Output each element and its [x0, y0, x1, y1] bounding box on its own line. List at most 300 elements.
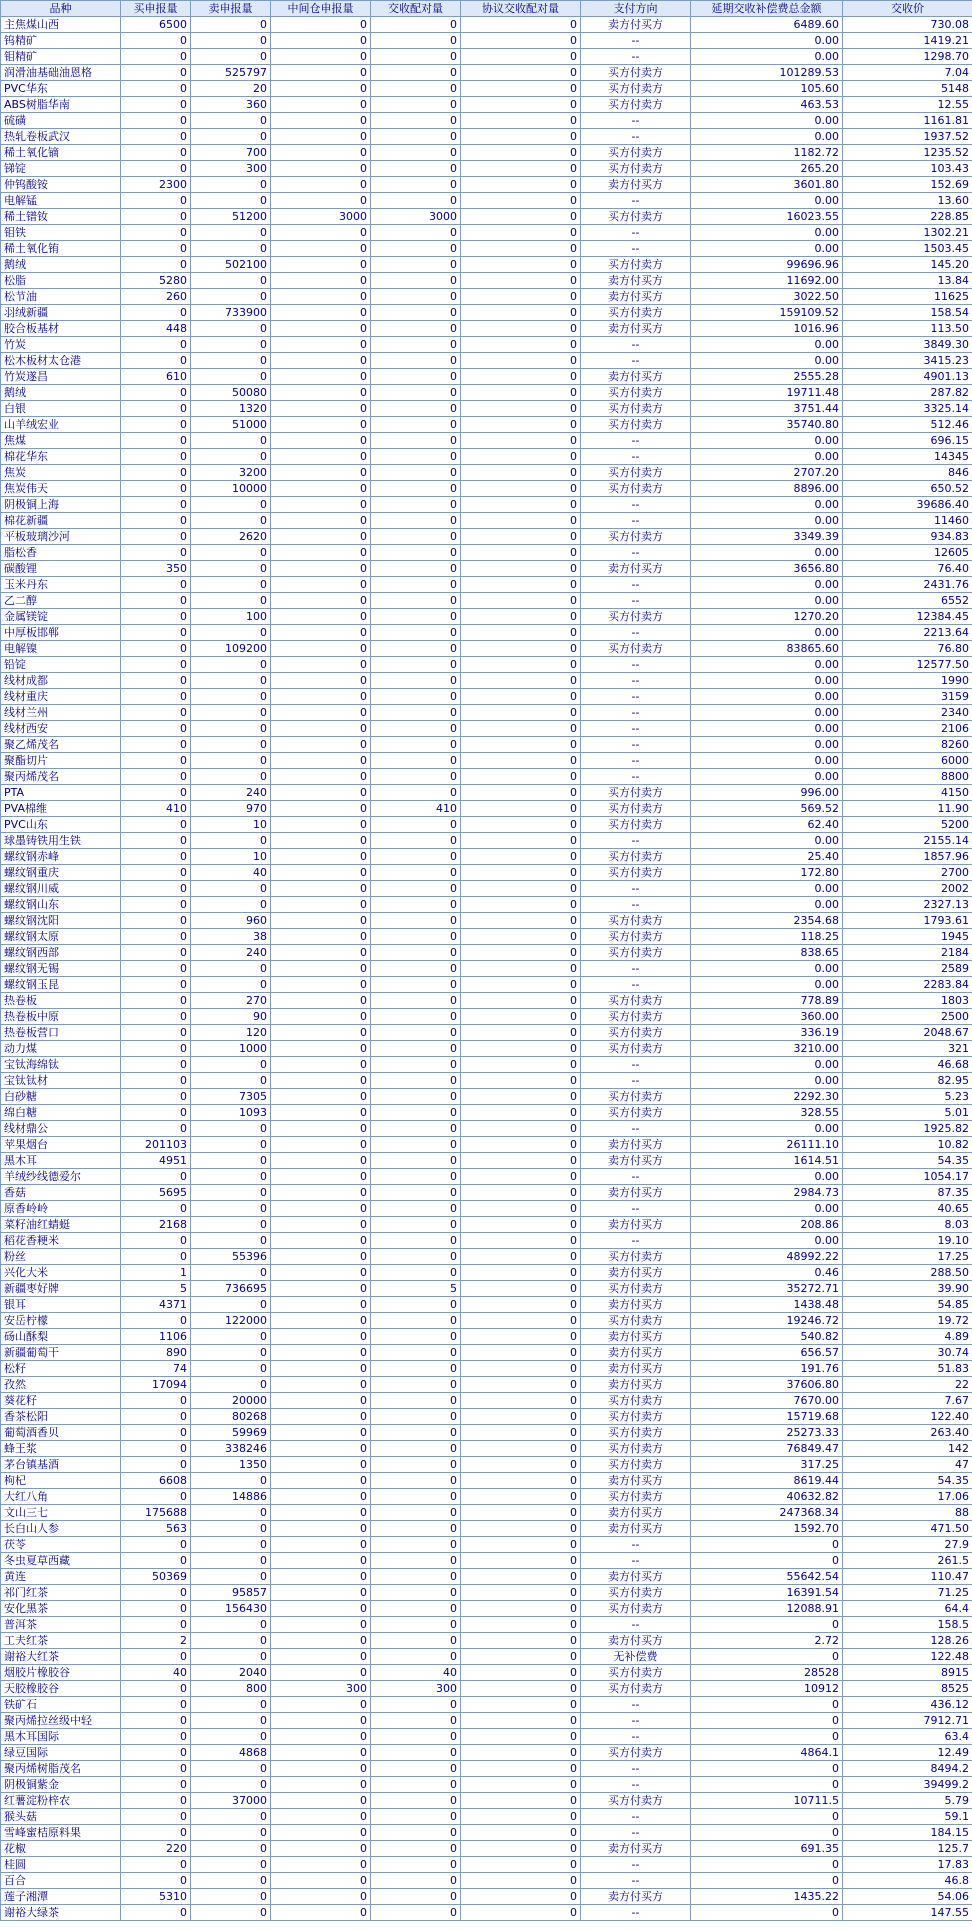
- table-row: [1, 353, 972, 369]
- cell-pay-direction: 买方付卖方: [581, 641, 691, 657]
- cell-intermediate-qty: 0: [271, 1057, 371, 1073]
- cell-product: 稀土氧化镝: [1, 145, 121, 161]
- cell-sell-qty: 1350: [191, 1457, 271, 1473]
- cell-pay-direction: 买方付卖方: [581, 385, 691, 401]
- cell-agreement-qty: 0: [461, 1073, 581, 1089]
- cell-delivery-price: 13.60: [843, 193, 972, 209]
- cell-product: 螺纹钢玉昆: [1, 977, 121, 993]
- cell-matched-qty: 0: [371, 513, 461, 529]
- cell-agreement-qty: 0: [461, 465, 581, 481]
- cell-delivery-price: 158.54: [843, 305, 972, 321]
- cell-pay-direction: 买方付卖方: [581, 817, 691, 833]
- cell-agreement-qty: 0: [461, 833, 581, 849]
- cell-matched-qty: 0: [371, 289, 461, 305]
- cell-product: 松籽: [1, 1361, 121, 1377]
- cell-intermediate-qty: 0: [271, 1169, 371, 1185]
- cell-compensation: 12088.91: [691, 1601, 843, 1617]
- cell-pay-direction: 买方付卖方: [581, 1457, 691, 1473]
- cell-compensation: 0.00: [691, 657, 843, 673]
- cell-pay-direction: 卖方付买方: [581, 1569, 691, 1585]
- cell-delivery-price: 2213.64: [843, 625, 972, 641]
- cell-buy-qty: 2300: [121, 177, 191, 193]
- cell-matched-qty: 0: [371, 1073, 461, 1089]
- cell-delivery-price: 1937.52: [843, 129, 972, 145]
- cell-compensation: 3210.00: [691, 1041, 843, 1057]
- cell-delivery-price: 10.82: [843, 1137, 972, 1153]
- cell-agreement-qty: 0: [461, 305, 581, 321]
- cell-product: 铅锭: [1, 657, 121, 673]
- cell-sell-qty: 100: [191, 609, 271, 625]
- cell-sell-qty: 59969: [191, 1425, 271, 1441]
- cell-intermediate-qty: 0: [271, 1233, 371, 1249]
- cell-agreement-qty: 0: [461, 161, 581, 177]
- cell-product: 香茶松阳: [1, 1409, 121, 1425]
- cell-delivery-price: 54.35: [843, 1473, 972, 1489]
- cell-pay-direction: --: [581, 753, 691, 769]
- cell-pay-direction: --: [581, 769, 691, 785]
- cell-matched-qty: 0: [371, 609, 461, 625]
- cell-compensation: 0: [691, 1537, 843, 1553]
- cell-sell-qty: 0: [191, 897, 271, 913]
- cell-product: ABS树脂华南: [1, 97, 121, 113]
- cell-sell-qty: 0: [191, 657, 271, 673]
- cell-intermediate-qty: 0: [271, 145, 371, 161]
- table-row: [1, 1825, 972, 1841]
- cell-buy-qty: 201103: [121, 1137, 191, 1153]
- cell-buy-qty: 0: [121, 1393, 191, 1409]
- cell-sell-qty: 525797: [191, 65, 271, 81]
- cell-pay-direction: 卖方付买方: [581, 1473, 691, 1489]
- cell-sell-qty: 0: [191, 353, 271, 369]
- cell-intermediate-qty: 0: [271, 705, 371, 721]
- cell-agreement-qty: 0: [461, 1057, 581, 1073]
- cell-sell-qty: 0: [191, 753, 271, 769]
- cell-agreement-qty: 0: [461, 1697, 581, 1713]
- cell-sell-qty: 240: [191, 945, 271, 961]
- cell-pay-direction: --: [581, 1761, 691, 1777]
- cell-product: 聚乙烯茂名: [1, 737, 121, 753]
- cell-intermediate-qty: 0: [271, 1905, 371, 1921]
- cell-sell-qty: 1320: [191, 401, 271, 417]
- table-row: [1, 833, 972, 849]
- table-row: [1, 81, 972, 97]
- cell-buy-qty: 0: [121, 49, 191, 65]
- cell-product: 螺纹钢无锡: [1, 961, 121, 977]
- cell-intermediate-qty: 0: [271, 897, 371, 913]
- cell-compensation: 15719.68: [691, 1409, 843, 1425]
- cell-delivery-price: 103.43: [843, 161, 972, 177]
- cell-intermediate-qty: 0: [271, 1745, 371, 1761]
- cell-matched-qty: 0: [371, 1009, 461, 1025]
- cell-intermediate-qty: 0: [271, 1009, 371, 1025]
- table-row: [1, 993, 972, 1009]
- cell-agreement-qty: 0: [461, 497, 581, 513]
- cell-matched-qty: 0: [371, 721, 461, 737]
- cell-delivery-price: 6552: [843, 593, 972, 609]
- cell-product: 螺纹钢川威: [1, 881, 121, 897]
- cell-compensation: 0.00: [691, 721, 843, 737]
- cell-matched-qty: 0: [371, 305, 461, 321]
- cell-matched-qty: 0: [371, 1489, 461, 1505]
- table-row: [1, 1105, 972, 1121]
- cell-delivery-price: 12384.45: [843, 609, 972, 625]
- cell-product: 螺纹钢西部: [1, 945, 121, 961]
- cell-product: 普洱茶: [1, 1617, 121, 1633]
- cell-delivery-price: 54.85: [843, 1297, 972, 1313]
- cell-compensation: 25.40: [691, 849, 843, 865]
- cell-intermediate-qty: 0: [271, 1585, 371, 1601]
- cell-agreement-qty: 0: [461, 1425, 581, 1441]
- cell-matched-qty: 0: [371, 1505, 461, 1521]
- cell-sell-qty: 0: [191, 1649, 271, 1665]
- cell-intermediate-qty: 0: [271, 1201, 371, 1217]
- table-row: [1, 1681, 972, 1697]
- cell-pay-direction: 卖方付买方: [581, 1377, 691, 1393]
- cell-intermediate-qty: 0: [271, 449, 371, 465]
- cell-pay-direction: 买方付卖方: [581, 1489, 691, 1505]
- cell-pay-direction: 卖方付买方: [581, 1633, 691, 1649]
- cell-compensation: 463.53: [691, 97, 843, 113]
- table-row: [1, 1185, 972, 1201]
- cell-matched-qty: 0: [371, 865, 461, 881]
- cell-agreement-qty: 0: [461, 1729, 581, 1745]
- cell-intermediate-qty: 0: [271, 1297, 371, 1313]
- cell-agreement-qty: 0: [461, 529, 581, 545]
- cell-buy-qty: 0: [121, 753, 191, 769]
- table-row: [1, 609, 972, 625]
- cell-compensation: 0.00: [691, 545, 843, 561]
- cell-intermediate-qty: 0: [271, 353, 371, 369]
- cell-sell-qty: 0: [191, 737, 271, 753]
- cell-sell-qty: 0: [191, 1553, 271, 1569]
- cell-agreement-qty: 0: [461, 1649, 581, 1665]
- cell-intermediate-qty: 0: [271, 1073, 371, 1089]
- cell-product: 谢裕大红茶: [1, 1649, 121, 1665]
- table-row: [1, 561, 972, 577]
- cell-compensation: 62.40: [691, 817, 843, 833]
- cell-product: 热卷板营口: [1, 1025, 121, 1041]
- cell-sell-qty: 0: [191, 961, 271, 977]
- cell-sell-qty: 51200: [191, 209, 271, 225]
- cell-delivery-price: 650.52: [843, 481, 972, 497]
- cell-intermediate-qty: 0: [271, 1873, 371, 1889]
- cell-product: 菜籽油红蜻蜓: [1, 1217, 121, 1233]
- cell-agreement-qty: 0: [461, 545, 581, 561]
- cell-product: 茅台镇基酒: [1, 1457, 121, 1473]
- cell-sell-qty: 0: [191, 769, 271, 785]
- cell-sell-qty: 360: [191, 97, 271, 113]
- cell-pay-direction: --: [581, 881, 691, 897]
- cell-buy-qty: 0: [121, 929, 191, 945]
- cell-sell-qty: 120: [191, 1025, 271, 1041]
- cell-matched-qty: 3000: [371, 209, 461, 225]
- cell-product: 新疆枣好牌: [1, 1281, 121, 1297]
- cell-pay-direction: 卖方付买方: [581, 273, 691, 289]
- cell-matched-qty: 0: [371, 577, 461, 593]
- cell-buy-qty: 0: [121, 353, 191, 369]
- cell-buy-qty: 0: [121, 1441, 191, 1457]
- cell-buy-qty: 0: [121, 993, 191, 1009]
- col-header-matched-qty: 交收配对量: [371, 1, 461, 17]
- cell-agreement-qty: 0: [461, 945, 581, 961]
- cell-agreement-qty: 0: [461, 241, 581, 257]
- cell-compensation: 208.86: [691, 1217, 843, 1233]
- cell-pay-direction: 买方付卖方: [581, 1441, 691, 1457]
- cell-matched-qty: 0: [371, 1041, 461, 1057]
- table-row: [1, 289, 972, 305]
- cell-matched-qty: 0: [371, 785, 461, 801]
- cell-sell-qty: 800: [191, 1681, 271, 1697]
- cell-pay-direction: 卖方付买方: [581, 1217, 691, 1233]
- cell-buy-qty: 890: [121, 1345, 191, 1361]
- cell-product: 百合: [1, 1873, 121, 1889]
- cell-intermediate-qty: 0: [271, 1121, 371, 1137]
- table-row: [1, 1361, 972, 1377]
- cell-delivery-price: 2340: [843, 705, 972, 721]
- cell-product: 雪峰蜜桔原料果: [1, 1825, 121, 1841]
- cell-compensation: 172.80: [691, 865, 843, 881]
- cell-intermediate-qty: 0: [271, 1777, 371, 1793]
- cell-delivery-price: 39.90: [843, 1281, 972, 1297]
- table-row: [1, 1201, 972, 1217]
- cell-product: 棉花华东: [1, 449, 121, 465]
- cell-delivery-price: 6000: [843, 753, 972, 769]
- cell-agreement-qty: 0: [461, 721, 581, 737]
- cell-pay-direction: --: [581, 1729, 691, 1745]
- cell-agreement-qty: 0: [461, 1329, 581, 1345]
- cell-matched-qty: 0: [371, 1297, 461, 1313]
- cell-matched-qty: 0: [371, 1793, 461, 1809]
- cell-pay-direction: 买方付卖方: [581, 529, 691, 545]
- table-row: [1, 113, 972, 129]
- cell-intermediate-qty: 0: [271, 641, 371, 657]
- cell-compensation: 2984.73: [691, 1185, 843, 1201]
- cell-sell-qty: 95857: [191, 1585, 271, 1601]
- cell-product: 粉丝: [1, 1249, 121, 1265]
- cell-intermediate-qty: 0: [271, 961, 371, 977]
- cell-sell-qty: 0: [191, 1265, 271, 1281]
- cell-intermediate-qty: 0: [271, 161, 371, 177]
- cell-delivery-price: 2106: [843, 721, 972, 737]
- cell-matched-qty: 0: [371, 1889, 461, 1905]
- cell-buy-qty: 0: [121, 1601, 191, 1617]
- table-row: [1, 1505, 972, 1521]
- table-row: [1, 1377, 972, 1393]
- cell-delivery-price: 128.26: [843, 1633, 972, 1649]
- cell-compensation: 2.72: [691, 1633, 843, 1649]
- cell-pay-direction: --: [581, 961, 691, 977]
- cell-intermediate-qty: 0: [271, 1889, 371, 1905]
- cell-product: 祁门红茶: [1, 1585, 121, 1601]
- cell-delivery-price: 145.20: [843, 257, 972, 273]
- cell-delivery-price: 1803: [843, 993, 972, 1009]
- cell-pay-direction: --: [581, 353, 691, 369]
- cell-compensation: 0.00: [691, 897, 843, 913]
- cell-pay-direction: 买方付卖方: [581, 1745, 691, 1761]
- cell-product: 线材西安: [1, 721, 121, 737]
- cell-intermediate-qty: 0: [271, 1089, 371, 1105]
- cell-sell-qty: 0: [191, 1329, 271, 1345]
- cell-intermediate-qty: 0: [271, 1601, 371, 1617]
- cell-intermediate-qty: 0: [271, 1361, 371, 1377]
- cell-compensation: 0.00: [691, 689, 843, 705]
- cell-intermediate-qty: 0: [271, 1281, 371, 1297]
- cell-matched-qty: 0: [371, 1377, 461, 1393]
- cell-compensation: 16391.54: [691, 1585, 843, 1601]
- table-row: [1, 161, 972, 177]
- cell-agreement-qty: 0: [461, 449, 581, 465]
- cell-intermediate-qty: 0: [271, 1409, 371, 1425]
- cell-sell-qty: 0: [191, 1361, 271, 1377]
- table-row: [1, 1137, 972, 1153]
- cell-intermediate-qty: 0: [271, 1649, 371, 1665]
- cell-matched-qty: 40: [371, 1665, 461, 1681]
- cell-sell-qty: 0: [191, 625, 271, 641]
- cell-buy-qty: 1: [121, 1265, 191, 1281]
- cell-agreement-qty: 0: [461, 977, 581, 993]
- cell-intermediate-qty: 0: [271, 97, 371, 113]
- cell-product: 稀土氧化铕: [1, 241, 121, 257]
- cell-compensation: 1592.70: [691, 1521, 843, 1537]
- cell-delivery-price: 8525: [843, 1681, 972, 1697]
- cell-product: 天胶橡胶谷: [1, 1681, 121, 1697]
- cell-compensation: 0.00: [691, 497, 843, 513]
- cell-compensation: 40632.82: [691, 1489, 843, 1505]
- cell-pay-direction: 卖方付买方: [581, 1185, 691, 1201]
- cell-pay-direction: --: [581, 49, 691, 65]
- cell-buy-qty: 0: [121, 1233, 191, 1249]
- cell-pay-direction: --: [581, 513, 691, 529]
- cell-pay-direction: --: [581, 833, 691, 849]
- cell-delivery-price: 11460: [843, 513, 972, 529]
- cell-product: 安岳柠檬: [1, 1313, 121, 1329]
- cell-buy-qty: 0: [121, 1745, 191, 1761]
- cell-compensation: 0.00: [691, 625, 843, 641]
- cell-delivery-price: 40.65: [843, 1201, 972, 1217]
- cell-delivery-price: 13.84: [843, 273, 972, 289]
- cell-matched-qty: 0: [371, 1457, 461, 1473]
- cell-pay-direction: 买方付卖方: [581, 609, 691, 625]
- cell-sell-qty: 0: [191, 1777, 271, 1793]
- cell-sell-qty: 0: [191, 1185, 271, 1201]
- cell-product: 烟胶片橡胶谷: [1, 1665, 121, 1681]
- cell-pay-direction: 卖方付买方: [581, 1265, 691, 1281]
- cell-compensation: 540.82: [691, 1329, 843, 1345]
- cell-agreement-qty: 0: [461, 1249, 581, 1265]
- cell-delivery-price: 1990: [843, 673, 972, 689]
- cell-intermediate-qty: 0: [271, 1313, 371, 1329]
- cell-product: 线材成都: [1, 673, 121, 689]
- cell-sell-qty: 0: [191, 1713, 271, 1729]
- cell-agreement-qty: 0: [461, 1905, 581, 1921]
- cell-matched-qty: 0: [371, 993, 461, 1009]
- table-row: [1, 1649, 972, 1665]
- table-row: [1, 1425, 972, 1441]
- cell-product: 螺纹钢太原: [1, 929, 121, 945]
- cell-agreement-qty: 0: [461, 1521, 581, 1537]
- cell-intermediate-qty: 0: [271, 769, 371, 785]
- cell-buy-qty: 5695: [121, 1185, 191, 1201]
- cell-buy-qty: 6608: [121, 1473, 191, 1489]
- table-row: [1, 241, 972, 257]
- cell-buy-qty: 0: [121, 1905, 191, 1921]
- cell-pay-direction: --: [581, 1201, 691, 1217]
- cell-buy-qty: 0: [121, 113, 191, 129]
- cell-compensation: 10912: [691, 1681, 843, 1697]
- cell-product: 硫磺: [1, 113, 121, 129]
- cell-sell-qty: 0: [191, 1121, 271, 1137]
- cell-sell-qty: 0: [191, 1889, 271, 1905]
- cell-compensation: 191.76: [691, 1361, 843, 1377]
- cell-pay-direction: --: [581, 545, 691, 561]
- cell-intermediate-qty: 0: [271, 177, 371, 193]
- cell-buy-qty: 260: [121, 289, 191, 305]
- cell-delivery-price: 5.79: [843, 1793, 972, 1809]
- cell-delivery-price: 2048.67: [843, 1025, 972, 1041]
- table-row: [1, 1809, 972, 1825]
- cell-delivery-price: 17.06: [843, 1489, 972, 1505]
- cell-agreement-qty: 0: [461, 1617, 581, 1633]
- cell-intermediate-qty: 0: [271, 1329, 371, 1345]
- cell-sell-qty: 38: [191, 929, 271, 945]
- cell-product: 动力煤: [1, 1041, 121, 1057]
- cell-agreement-qty: 0: [461, 1105, 581, 1121]
- cell-agreement-qty: 0: [461, 369, 581, 385]
- cell-matched-qty: 0: [371, 1697, 461, 1713]
- cell-delivery-price: 17.83: [843, 1857, 972, 1873]
- table-row: [1, 337, 972, 353]
- cell-agreement-qty: 0: [461, 1233, 581, 1249]
- cell-sell-qty: 0: [191, 1729, 271, 1745]
- cell-compensation: 0: [691, 1809, 843, 1825]
- cell-matched-qty: 0: [371, 689, 461, 705]
- cell-buy-qty: 0: [121, 1761, 191, 1777]
- cell-delivery-price: 147.55: [843, 1905, 972, 1921]
- cell-buy-qty: 0: [121, 689, 191, 705]
- cell-product: 聚丙烯拉丝级中轻: [1, 1713, 121, 1729]
- cell-buy-qty: 448: [121, 321, 191, 337]
- cell-pay-direction: 买方付卖方: [581, 481, 691, 497]
- col-header-agreement-qty: 协议交收配对量: [461, 1, 581, 17]
- cell-matched-qty: 0: [371, 961, 461, 977]
- cell-compensation: 0.00: [691, 961, 843, 977]
- cell-delivery-price: 110.47: [843, 1569, 972, 1585]
- cell-product: 羽绒新疆: [1, 305, 121, 321]
- cell-delivery-price: 8.03: [843, 1217, 972, 1233]
- cell-compensation: 0.00: [691, 1169, 843, 1185]
- cell-buy-qty: 0: [121, 1089, 191, 1105]
- col-header-intermediate-qty: 中间仓申报量: [271, 1, 371, 17]
- cell-intermediate-qty: 0: [271, 1457, 371, 1473]
- cell-matched-qty: 0: [371, 737, 461, 753]
- cell-matched-qty: 0: [371, 1713, 461, 1729]
- table-row: [1, 97, 972, 113]
- cell-matched-qty: 0: [371, 1313, 461, 1329]
- cell-buy-qty: 0: [121, 849, 191, 865]
- cell-intermediate-qty: 0: [271, 1553, 371, 1569]
- cell-pay-direction: 卖方付买方: [581, 289, 691, 305]
- cell-agreement-qty: 0: [461, 209, 581, 225]
- table-row: [1, 801, 972, 817]
- cell-delivery-price: 27.9: [843, 1537, 972, 1553]
- cell-sell-qty: 0: [191, 433, 271, 449]
- cell-product: 热卷板: [1, 993, 121, 1009]
- cell-matched-qty: 0: [371, 945, 461, 961]
- cell-matched-qty: 0: [371, 1201, 461, 1217]
- cell-pay-direction: 买方付卖方: [581, 1089, 691, 1105]
- cell-pay-direction: 卖方付买方: [581, 1505, 691, 1521]
- cell-buy-qty: 4371: [121, 1297, 191, 1313]
